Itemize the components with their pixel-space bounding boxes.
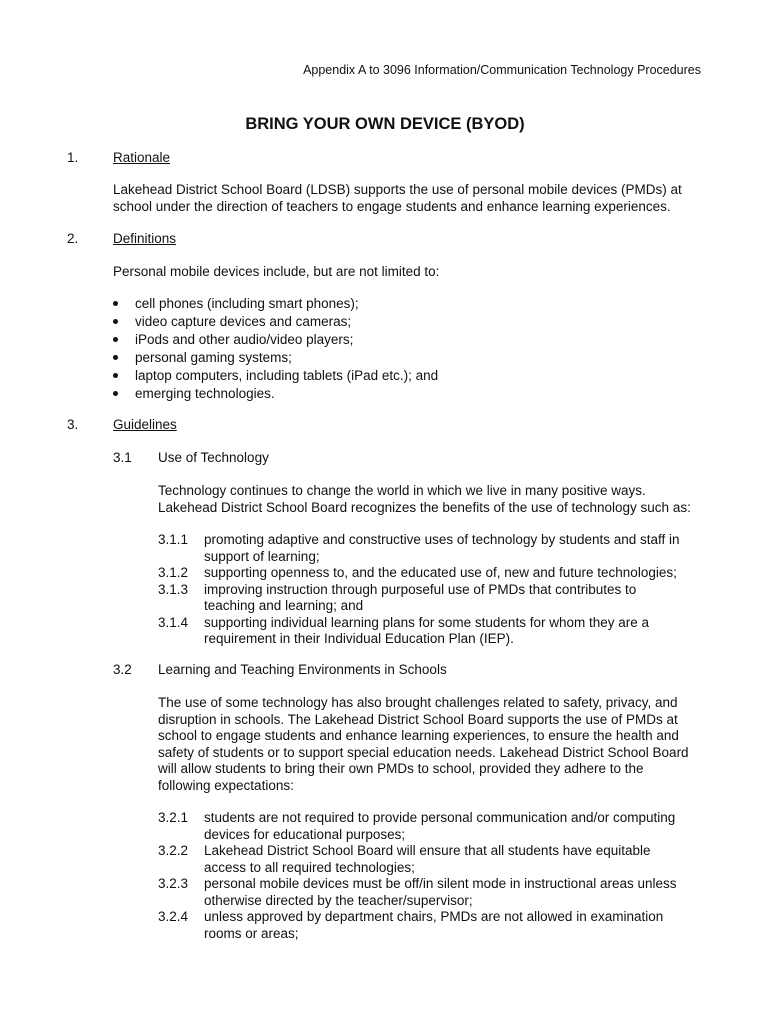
list-item bbox=[135, 349, 438, 367]
paragraph-line: safety of students or to support special education needs. Lakehead District School Board bbox=[158, 744, 689, 760]
paragraph-line: disruption in schools. The Lakehead District School Board supports the use of PMDs at bbox=[158, 711, 678, 727]
list-item bbox=[158, 615, 680, 648]
item-number: 3.2.2 bbox=[158, 843, 189, 858]
subsection-3-1-paragraph bbox=[158, 483, 691, 516]
item-line: devices for educational purposes; bbox=[204, 826, 406, 842]
definitions-list bbox=[135, 295, 438, 403]
paragraph-line: will allow students to bring their own PMDs to school, provided they adhere to the bbox=[158, 761, 644, 776]
list-item bbox=[158, 909, 677, 942]
item-line: students are not required to provide personal communication and/or computing bbox=[204, 810, 676, 825]
paragraph-line: Lakehead District School Board recognizes the benefits of the use of technology such as: bbox=[158, 499, 691, 515]
section-2-heading: Definitions bbox=[113, 231, 177, 246]
item-number: 3.2.4 bbox=[158, 909, 189, 924]
subsection-3-2-number: 3.2 bbox=[113, 662, 132, 677]
subsection-3-2-items bbox=[158, 810, 677, 942]
paragraph-line: following expectations: bbox=[158, 777, 294, 793]
paragraph-line: Lakehead District School Board (LDSB) supports the use of personal mobile devices (PMDs) at bbox=[113, 182, 682, 197]
list-item bbox=[135, 313, 438, 331]
paragraph-line: school to engage students and enhance learning experiences, to ensure the health and bbox=[158, 728, 679, 743]
list-item bbox=[158, 565, 680, 582]
paragraph-line: school under the direction of teachers to engage students and enhance learning experiences. bbox=[113, 198, 671, 214]
list-item-text: iPods and other audio/video players; bbox=[135, 332, 354, 347]
list-item bbox=[135, 331, 438, 349]
section-1-paragraph bbox=[113, 182, 682, 215]
list-item bbox=[158, 582, 680, 615]
item-line: supporting openness to, and the educated use of, new and future technologies; bbox=[204, 565, 677, 580]
item-number: 3.1.3 bbox=[158, 581, 189, 597]
section-3-number: 3. bbox=[67, 417, 79, 432]
section-1-heading: Rationale bbox=[113, 150, 171, 165]
item-line: unless approved by department chairs, PMDs are not allowed in examination bbox=[204, 909, 664, 924]
item-line: support of learning; bbox=[204, 548, 320, 564]
page-header: Appendix A to 3096 Information/Communication Technology Procedures bbox=[303, 63, 701, 77]
item-line: otherwise directed by the teacher/supervisor; bbox=[204, 892, 473, 908]
list-item bbox=[135, 367, 438, 385]
list-item bbox=[158, 532, 680, 565]
section-1-number: 1. bbox=[67, 150, 79, 165]
list-item-text: cell phones (including smart phones); bbox=[135, 296, 359, 311]
item-line: teaching and learning; and bbox=[204, 598, 364, 613]
bullet-icon bbox=[113, 337, 118, 342]
list-item bbox=[135, 385, 438, 403]
item-number: 3.1.1 bbox=[158, 532, 189, 547]
subsection-3-2-heading: Learning and Teaching Environments in Schools bbox=[158, 662, 447, 677]
bullet-icon bbox=[113, 391, 118, 396]
bullet-icon bbox=[113, 319, 118, 324]
list-item-text: personal gaming systems; bbox=[135, 350, 292, 365]
bullet-icon bbox=[113, 355, 118, 360]
item-line: improving instruction through purposeful use of PMDs that contributes to bbox=[204, 581, 637, 597]
item-line: Lakehead District School Board will ensure that all students have equitable bbox=[204, 843, 651, 858]
paragraph-line: The use of some technology has also brought challenges related to safety, privacy, and bbox=[158, 695, 678, 710]
item-number: 3.1.4 bbox=[158, 614, 189, 630]
item-line: promoting adaptive and constructive uses of technology by students and staff in bbox=[204, 532, 680, 547]
section-2-intro: Personal mobile devices include, but are not limited to: bbox=[113, 264, 440, 279]
bullet-icon bbox=[113, 301, 118, 306]
item-number: 3.1.2 bbox=[158, 565, 189, 580]
item-line: supporting individual learning plans for some students for whom they are a bbox=[204, 614, 649, 630]
list-item-text: emerging technologies. bbox=[135, 386, 275, 401]
list-item bbox=[158, 876, 677, 909]
item-line: access to all required technologies; bbox=[204, 859, 415, 875]
subsection-3-1-heading: Use of Technology bbox=[158, 450, 269, 465]
item-number: 3.2.3 bbox=[158, 876, 189, 891]
list-item-text: video capture devices and cameras; bbox=[135, 314, 352, 329]
item-line: rooms or areas; bbox=[204, 925, 299, 941]
list-item bbox=[158, 843, 677, 876]
subsection-3-1-number: 3.1 bbox=[113, 450, 132, 465]
list-item-text: laptop computers, including tablets (iPad etc.); and bbox=[135, 368, 439, 383]
section-2-number: 2. bbox=[67, 231, 79, 246]
section-3-heading: Guidelines bbox=[113, 417, 177, 432]
item-line: requirement in their Individual Education Plan (IEP). bbox=[204, 631, 514, 646]
document-title: BRING YOUR OWN DEVICE (BYOD) bbox=[245, 115, 525, 133]
paragraph-line: Technology continues to change the world in which we live in many positive ways. bbox=[158, 483, 646, 498]
subsection-3-1-items bbox=[158, 532, 680, 648]
list-item bbox=[158, 810, 677, 843]
subsection-3-2-paragraph bbox=[158, 695, 689, 794]
item-number: 3.2.1 bbox=[158, 810, 189, 825]
bullet-icon bbox=[113, 373, 118, 378]
list-item bbox=[135, 295, 438, 313]
item-line: personal mobile devices must be off/in silent mode in instructional areas unless bbox=[204, 876, 677, 891]
